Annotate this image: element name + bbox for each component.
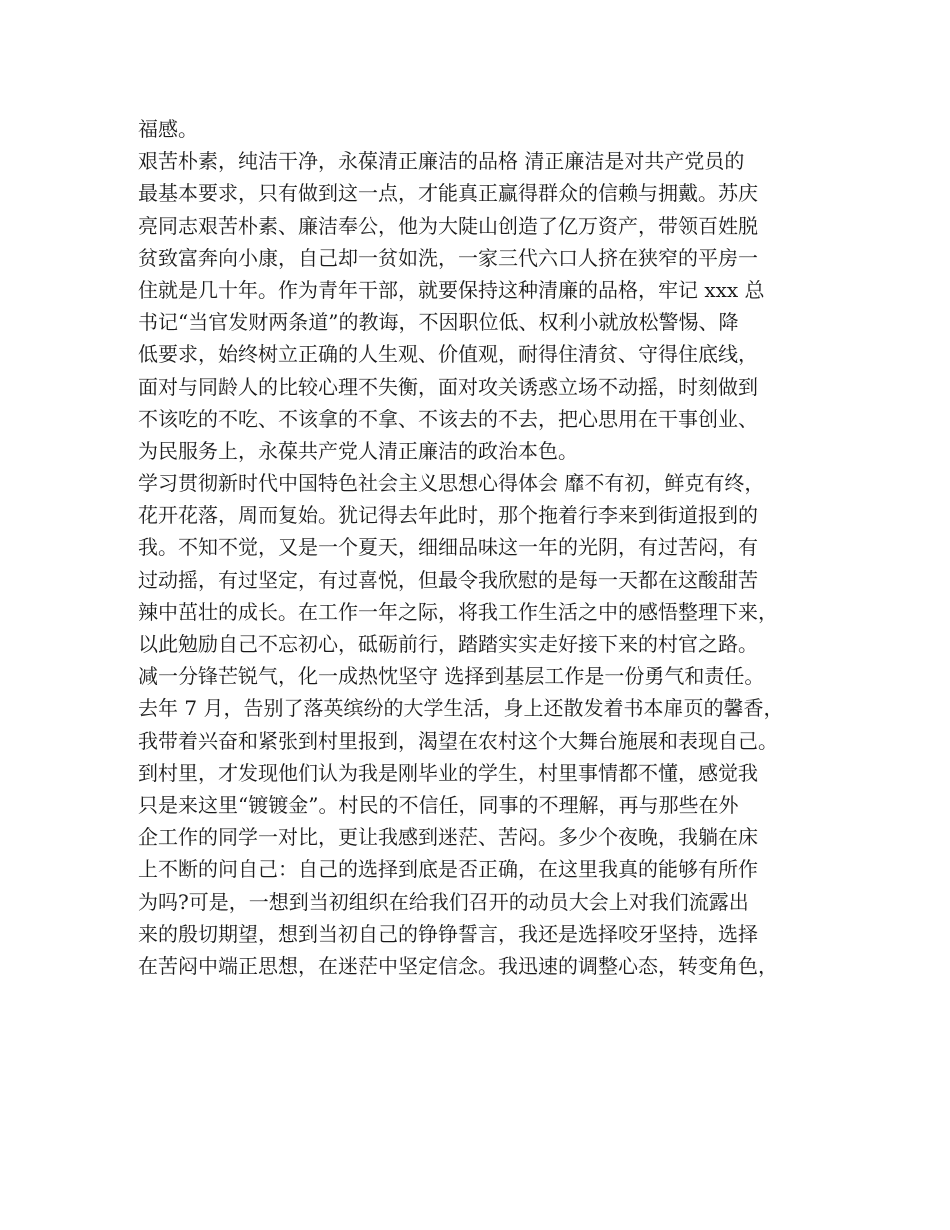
text-line: 为民服务上，永葆共产党人清正廉洁的政治本色。 bbox=[138, 438, 578, 463]
text-line: 不该吃的不吃、不该拿的不拿、不该去的不去，把心思用在干事创业、 bbox=[138, 406, 758, 431]
text-line: 来的殷切期望，想到当初自己的铮铮誓言，我还是选择咬牙坚持，选择 bbox=[138, 921, 758, 946]
text-line: 到村里，才发现他们认为我是刚毕业的学生，村里事情都不懂，感觉我 bbox=[138, 760, 758, 785]
text-line: 去年 7 月，告别了落英缤纷的大学生活，身上还散发着书本扉页的馨香， bbox=[138, 696, 784, 721]
text-line: 面对与同龄人的比较心理不失衡，面对攻关诱惑立场不动摇，时刻做到 bbox=[138, 374, 758, 399]
text-line: 为吗?可是，一想到当初组织在给我们召开的动员大会上对我们流露出 bbox=[138, 889, 749, 914]
text-line: 过动摇，有过坚定，有过喜悦，但最令我欣慰的是每一天都在这酸甜苦 bbox=[138, 567, 758, 592]
text-line: 减一分锋芒锐气，化一成热忱坚守 选择到基层工作是一份勇气和责任。 bbox=[138, 664, 765, 689]
text-line: 住就是几十年。作为青年干部，就要保持这种清廉的品格，牢记 xxx 总 bbox=[138, 277, 765, 302]
text-line: 企工作的同学一对比，更让我感到迷茫、苦闷。多少个夜晚，我躺在床 bbox=[138, 825, 758, 850]
body-text bbox=[138, 113, 828, 982]
text-line: 最基本要求，只有做到这一点，才能真正赢得群众的信赖与拥戴。苏庆 bbox=[138, 181, 758, 206]
text-line: 贫致富奔向小康，自己却一贫如洗，一家三代六口人挤在狭窄的平房一 bbox=[138, 245, 758, 270]
text-line: 书记“当官发财两条道”的教诲，不因职位低、权利小就放松警惕、降 bbox=[138, 310, 739, 335]
text-line: 在苦闷中端正思想，在迷茫中坚定信念。我迅速的调整心态，转变角色， bbox=[138, 953, 778, 978]
text-line: 只是来这里“镀镀金”。村民的不信任，同事的不理解，再与那些在外 bbox=[138, 792, 739, 817]
text-line: 我。不知不觉，又是一个夏天，细细品味这一年的光阴，有过苦闷，有 bbox=[138, 535, 758, 560]
text-line: 学习贯彻新时代中国特色社会主义思想心得体会 靡不有初，鲜克有终， bbox=[138, 471, 765, 496]
text-line: 上不断的问自己：自己的选择到底是否正确，在这里我真的能够有所作 bbox=[138, 857, 758, 882]
text-line: 艰苦朴素，纯洁干净，永葆清正廉洁的品格 清正廉洁是对共产党员的 bbox=[138, 149, 745, 174]
text-line: 花开花落，周而复始。犹记得去年此时，那个拖着行李来到街道报到的 bbox=[138, 503, 758, 528]
text-line: 以此勉励自己不忘初心，砥砺前行，踏踏实实走好接下来的村官之路。 bbox=[138, 632, 758, 656]
text-line: 福感。 bbox=[138, 117, 198, 141]
text-line: 低要求，始终树立正确的人生观、价值观，耐得住清贫、守得住底线， bbox=[138, 342, 758, 367]
text-line: 亮同志艰苦朴素、廉洁奉公，他为大陡山创造了亿万资产，带领百姓脱 bbox=[138, 213, 758, 238]
text-line: 辣中茁壮的成长。在工作一年之际，将我工作生活之中的感悟整理下来， bbox=[138, 599, 778, 624]
text-line: 我带着兴奋和紧张到村里报到，渴望在农村这个大舞台施展和表现自己。 bbox=[138, 728, 778, 753]
